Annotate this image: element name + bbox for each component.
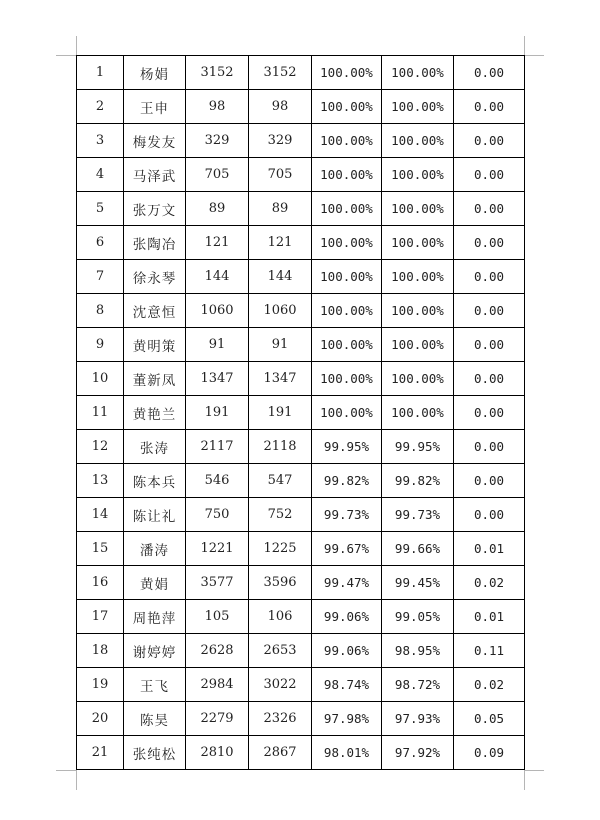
cell-percent-1: 99.67% (312, 532, 382, 566)
cell-percent-2: 100.00% (382, 56, 454, 90)
cell-percent-1: 98.74% (312, 668, 382, 702)
cell-value-b: 3152 (249, 56, 312, 90)
cell-percent-2: 100.00% (382, 124, 454, 158)
cell-name: 潘涛 (124, 532, 186, 566)
cell-difference: 0.00 (454, 260, 525, 294)
table-row (77, 362, 525, 396)
cell-value-a: 750 (186, 498, 249, 532)
cell-percent-2: 100.00% (382, 90, 454, 124)
cell-name: 张纯松 (124, 736, 186, 770)
cell-name: 徐永琴 (124, 260, 186, 294)
table-row (77, 226, 525, 260)
cell-percent-1: 100.00% (312, 260, 382, 294)
cell-value-b: 191 (249, 396, 312, 430)
cell-value-b: 705 (249, 158, 312, 192)
cell-name: 张万文 (124, 192, 186, 226)
cell-percent-1: 99.82% (312, 464, 382, 498)
cell-percent-2: 99.73% (382, 498, 454, 532)
cell-percent-2: 99.82% (382, 464, 454, 498)
cell-percent-1: 100.00% (312, 396, 382, 430)
cell-index: 13 (77, 464, 124, 498)
cell-value-a: 105 (186, 600, 249, 634)
cell-index: 2 (77, 90, 124, 124)
cell-percent-2: 97.92% (382, 736, 454, 770)
cell-value-a: 705 (186, 158, 249, 192)
table-row (77, 464, 525, 498)
cell-index: 12 (77, 430, 124, 464)
cell-value-a: 2984 (186, 668, 249, 702)
cell-index: 14 (77, 498, 124, 532)
cell-value-b: 2867 (249, 736, 312, 770)
cell-name: 张涛 (124, 430, 186, 464)
cell-value-a: 2628 (186, 634, 249, 668)
cell-percent-2: 100.00% (382, 362, 454, 396)
cell-percent-1: 100.00% (312, 124, 382, 158)
table-row (77, 158, 525, 192)
cell-index: 4 (77, 158, 124, 192)
table-row (77, 294, 525, 328)
cell-name: 梅发友 (124, 124, 186, 158)
cell-index: 9 (77, 328, 124, 362)
cell-difference: 0.02 (454, 668, 525, 702)
score-table (76, 55, 525, 770)
table-row (77, 634, 525, 668)
cell-index: 7 (77, 260, 124, 294)
cell-percent-1: 100.00% (312, 328, 382, 362)
cell-difference: 0.01 (454, 600, 525, 634)
cell-value-a: 191 (186, 396, 249, 430)
table-row (77, 328, 525, 362)
cell-difference: 0.02 (454, 566, 525, 600)
cell-index: 3 (77, 124, 124, 158)
cell-name: 杨娟 (124, 56, 186, 90)
cell-value-a: 2117 (186, 430, 249, 464)
cell-value-b: 91 (249, 328, 312, 362)
table-row (77, 90, 525, 124)
cell-name: 陈让礼 (124, 498, 186, 532)
cell-name: 陈本兵 (124, 464, 186, 498)
cell-value-b: 106 (249, 600, 312, 634)
table-row (77, 498, 525, 532)
cell-difference: 0.00 (454, 328, 525, 362)
cell-value-b: 144 (249, 260, 312, 294)
cell-difference: 0.09 (454, 736, 525, 770)
cell-difference: 0.00 (454, 226, 525, 260)
cell-name: 张陶冶 (124, 226, 186, 260)
cell-index: 20 (77, 702, 124, 736)
cell-value-b: 3596 (249, 566, 312, 600)
cell-value-a: 2279 (186, 702, 249, 736)
cell-value-a: 2810 (186, 736, 249, 770)
cell-percent-2: 98.72% (382, 668, 454, 702)
table-row (77, 532, 525, 566)
cell-percent-1: 100.00% (312, 362, 382, 396)
cell-value-b: 89 (249, 192, 312, 226)
cell-difference: 0.11 (454, 634, 525, 668)
cell-name: 沈意恒 (124, 294, 186, 328)
cell-value-b: 329 (249, 124, 312, 158)
cell-name: 黄艳兰 (124, 396, 186, 430)
table-row (77, 260, 525, 294)
cell-value-b: 1225 (249, 532, 312, 566)
cell-difference: 0.00 (454, 192, 525, 226)
cell-difference: 0.00 (454, 158, 525, 192)
cell-percent-2: 100.00% (382, 192, 454, 226)
cell-difference: 0.00 (454, 464, 525, 498)
cell-index: 1 (77, 56, 124, 90)
cell-percent-2: 100.00% (382, 260, 454, 294)
table-row (77, 396, 525, 430)
cell-percent-1: 100.00% (312, 294, 382, 328)
cell-name: 陈昊 (124, 702, 186, 736)
cell-value-b: 3022 (249, 668, 312, 702)
cell-difference: 0.00 (454, 124, 525, 158)
table-row (77, 566, 525, 600)
cell-percent-2: 99.95% (382, 430, 454, 464)
cell-value-a: 3577 (186, 566, 249, 600)
cell-percent-2: 100.00% (382, 396, 454, 430)
cell-index: 16 (77, 566, 124, 600)
cell-index: 8 (77, 294, 124, 328)
cell-index: 17 (77, 600, 124, 634)
cell-name: 黄明策 (124, 328, 186, 362)
cell-value-b: 2653 (249, 634, 312, 668)
cell-index: 18 (77, 634, 124, 668)
cell-name: 谢婷婷 (124, 634, 186, 668)
table-row (77, 702, 525, 736)
cell-value-a: 144 (186, 260, 249, 294)
cell-percent-1: 99.06% (312, 634, 382, 668)
cell-difference: 0.00 (454, 56, 525, 90)
cell-difference: 0.05 (454, 702, 525, 736)
cell-name: 黄娟 (124, 566, 186, 600)
cell-value-b: 2326 (249, 702, 312, 736)
cell-value-a: 3152 (186, 56, 249, 90)
cell-value-b: 547 (249, 464, 312, 498)
cell-percent-1: 97.98% (312, 702, 382, 736)
cell-value-b: 98 (249, 90, 312, 124)
cell-percent-1: 100.00% (312, 226, 382, 260)
cell-value-b: 2118 (249, 430, 312, 464)
cell-difference: 0.00 (454, 498, 525, 532)
table-row (77, 56, 525, 90)
cell-value-b: 752 (249, 498, 312, 532)
cell-percent-2: 100.00% (382, 294, 454, 328)
cell-difference: 0.00 (454, 396, 525, 430)
cell-percent-2: 100.00% (382, 328, 454, 362)
cell-percent-2: 99.45% (382, 566, 454, 600)
cell-percent-1: 100.00% (312, 90, 382, 124)
cell-name: 王飞 (124, 668, 186, 702)
cell-percent-1: 100.00% (312, 56, 382, 90)
cell-name: 王申 (124, 90, 186, 124)
cell-difference: 0.00 (454, 430, 525, 464)
table-row (77, 600, 525, 634)
cell-percent-2: 100.00% (382, 226, 454, 260)
cell-index: 10 (77, 362, 124, 396)
table-row (77, 736, 525, 770)
cell-difference: 0.01 (454, 532, 525, 566)
cell-index: 15 (77, 532, 124, 566)
cell-percent-2: 100.00% (382, 158, 454, 192)
cell-percent-2: 99.66% (382, 532, 454, 566)
cell-difference: 0.00 (454, 294, 525, 328)
cell-value-b: 121 (249, 226, 312, 260)
cell-percent-1: 99.47% (312, 566, 382, 600)
cell-percent-2: 97.93% (382, 702, 454, 736)
table-row (77, 430, 525, 464)
table-row (77, 192, 525, 226)
table-row (77, 124, 525, 158)
cell-name: 董新凤 (124, 362, 186, 396)
cell-percent-1: 100.00% (312, 158, 382, 192)
cell-index: 11 (77, 396, 124, 430)
cell-value-b: 1060 (249, 294, 312, 328)
cell-percent-1: 99.06% (312, 600, 382, 634)
cell-value-b: 1347 (249, 362, 312, 396)
cell-name: 周艳萍 (124, 600, 186, 634)
cell-index: 21 (77, 736, 124, 770)
cell-name: 马泽武 (124, 158, 186, 192)
cell-index: 19 (77, 668, 124, 702)
cell-value-a: 1221 (186, 532, 249, 566)
cell-value-a: 1060 (186, 294, 249, 328)
cell-value-a: 329 (186, 124, 249, 158)
cell-value-a: 1347 (186, 362, 249, 396)
cell-index: 5 (77, 192, 124, 226)
cell-value-a: 91 (186, 328, 249, 362)
cell-percent-1: 99.73% (312, 498, 382, 532)
cell-value-a: 546 (186, 464, 249, 498)
cell-percent-1: 100.00% (312, 192, 382, 226)
cell-difference: 0.00 (454, 90, 525, 124)
cell-percent-2: 99.05% (382, 600, 454, 634)
cell-difference: 0.00 (454, 362, 525, 396)
table-row (77, 668, 525, 702)
cell-index: 6 (77, 226, 124, 260)
cell-percent-1: 99.95% (312, 430, 382, 464)
cell-value-a: 98 (186, 90, 249, 124)
cell-value-a: 121 (186, 226, 249, 260)
cell-value-a: 89 (186, 192, 249, 226)
cell-percent-2: 98.95% (382, 634, 454, 668)
cell-percent-1: 98.01% (312, 736, 382, 770)
